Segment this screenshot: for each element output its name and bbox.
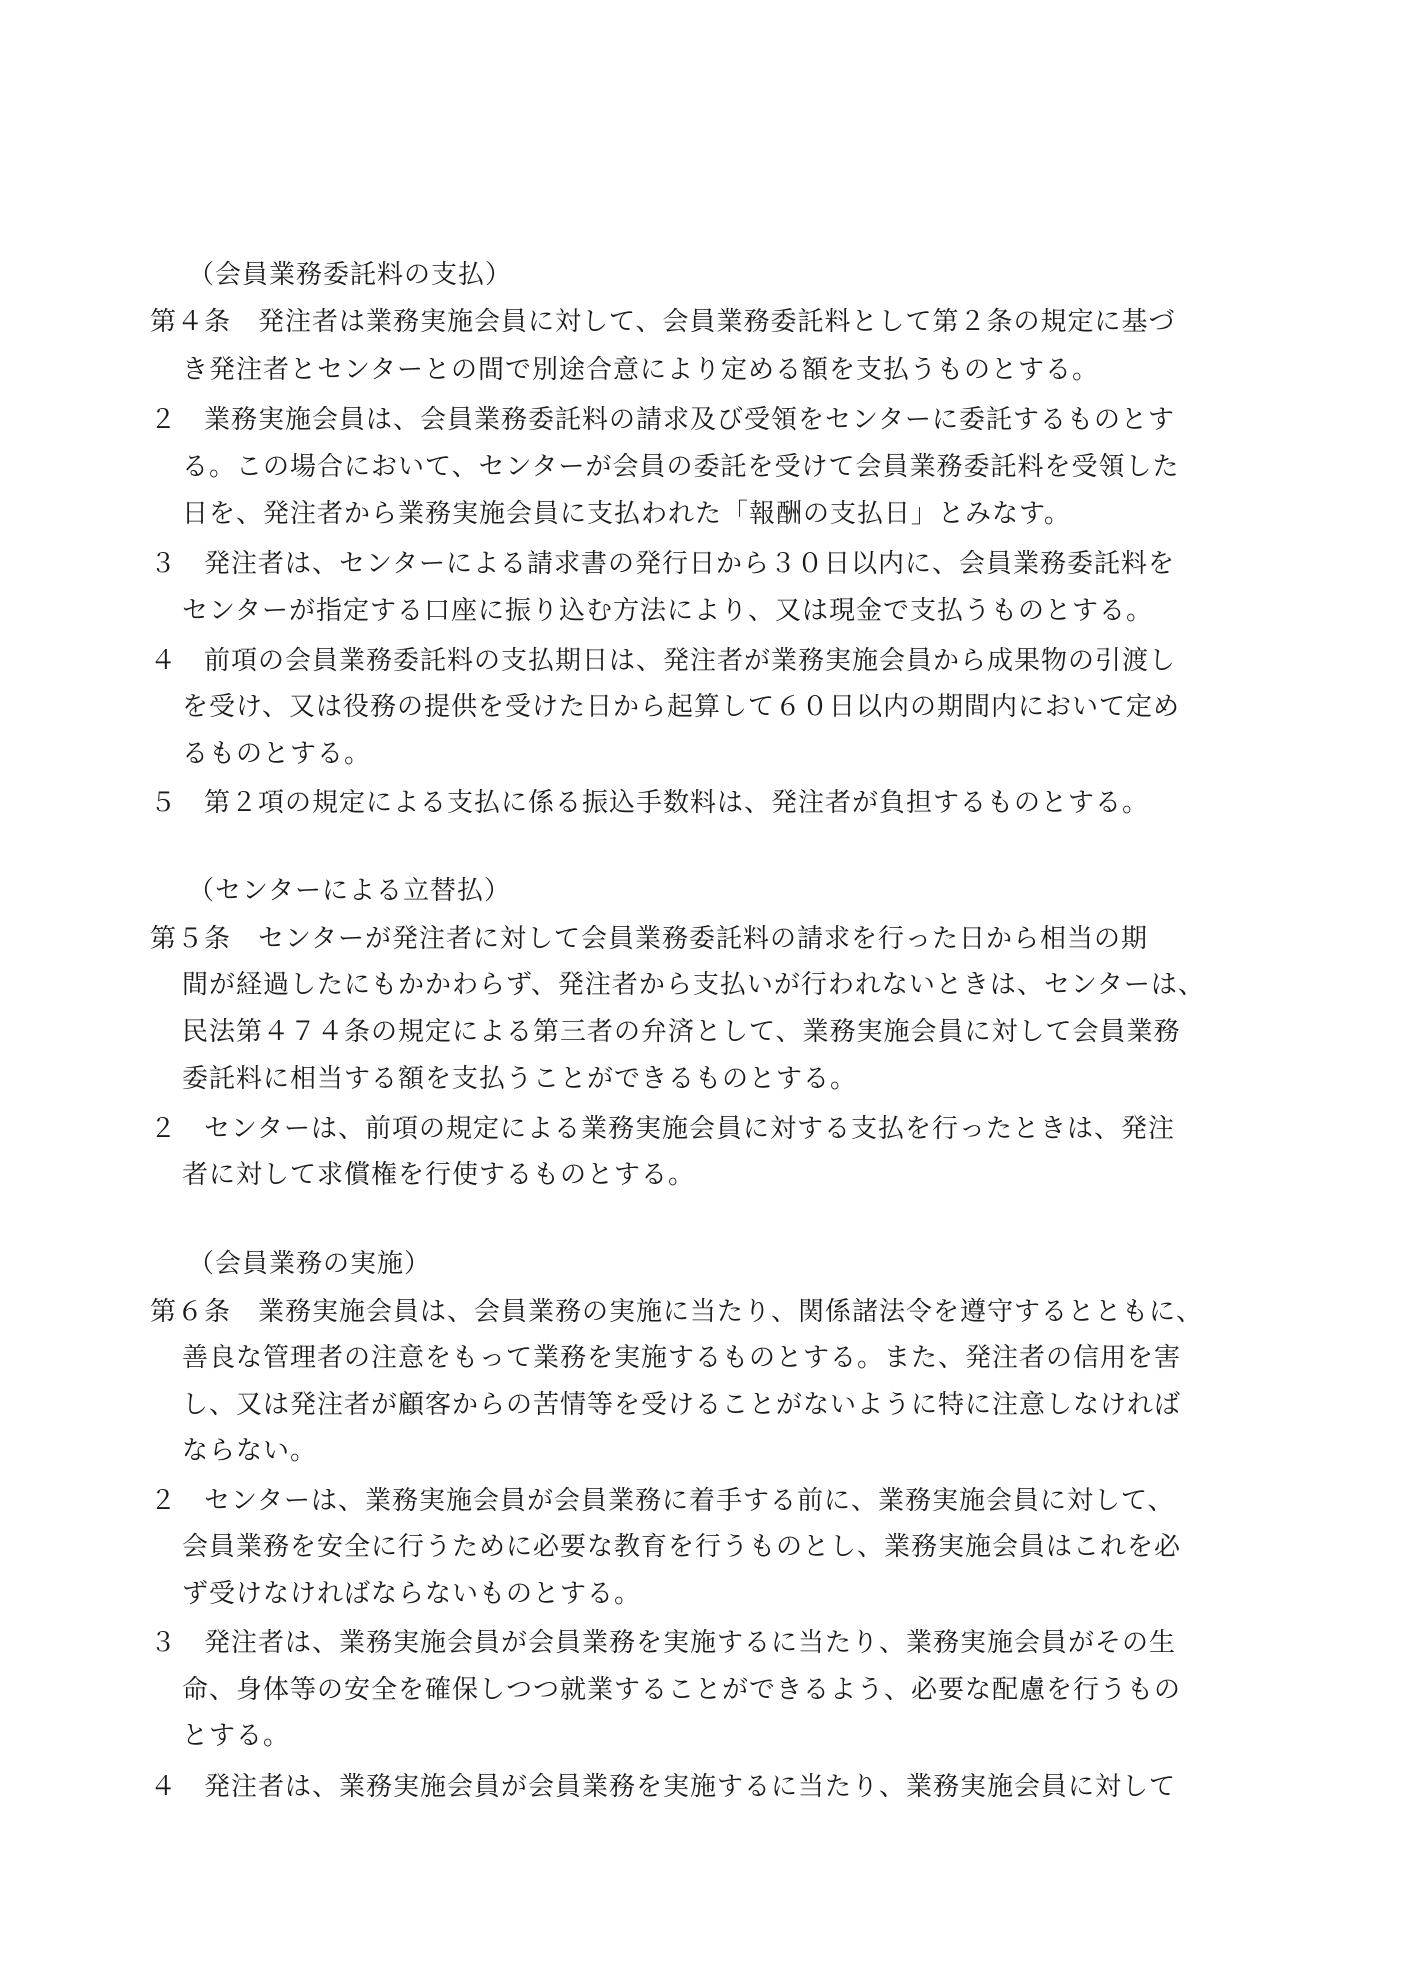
section-heading: （会員業務委託料の支払） [188,260,513,290]
clause-line: ２ センターは、業務実施会員が会員業務に着手する前に、業務実施会員に対して、 [150,1486,1175,1516]
clause-line: センターが指定する口座に振り込む方法により、又は現金で支払うものとする。 [182,596,1153,626]
clause-line: ２ 業務実施会員は、会員業務委託料の請求及び受領をセンターに委託するものとす [150,405,1175,435]
clause-line: ２ センターは、前項の規定による業務実施会員に対する支払を行ったときは、発注 [150,1114,1175,1144]
clause-line: る。この場合において、センターが会員の委託を受けて会員業務委託料を受領した [182,452,1180,482]
clause-line: 命、身体等の安全を確保しつつ就業することができるよう、必要な配慮を行うもの [182,1675,1182,1705]
clause-line: を受け、又は役務の提供を受けた日から起算して６０日以内の期間内において定め [182,692,1180,722]
article-6-line: し、又は発注者が顧客からの苦情等を受けることがないように特に注意しなければ [182,1390,1182,1420]
clause-line: ４ 発注者は、業務実施会員が会員業務を実施するに当たり、業務実施会員に対して [150,1772,1177,1802]
section-heading: （センターによる立替払） [188,876,511,906]
clause-line: 日を、発注者から業務実施会員に支払われた「報酬の支払日」とみなす。 [182,499,1071,529]
clause-line: 会員業務を安全に行うために必要な教育を行うものとし、業務実施会員はこれを必 [182,1532,1182,1562]
article-4-line: 第４条 発注者は業務実施会員に対して、会員業務委託料として第２条の規定に基づ [150,307,1176,337]
section-heading: （会員業務の実施） [188,1249,432,1279]
clause-line: ３ 発注者は、業務実施会員が会員業務を実施するに当たり、業務実施会員がその生 [150,1628,1177,1658]
article-5-line: 委託料に相当する額を支払うことができるものとする。 [182,1064,858,1094]
clause-line: ず受けなければならないものとする。 [182,1579,642,1609]
clause-line: るものとする。 [182,739,372,769]
article-5-line: 第５条 センターが発注者に対して会員業務委託料の請求を行った日から相当の期 [150,924,1148,954]
clause-line: ３ 発注者は、センターによる請求書の発行日から３０日以内に、会員業務委託料を [150,549,1175,579]
clause-line: 者に対して求償権を行使するものとする。 [182,1160,696,1190]
article-6-line: ならない。 [182,1436,318,1466]
article-5-line: 民法第４７４条の規定による第三者の弁済として、業務実施会員に対して会員業務 [182,1017,1181,1047]
article-4-line: き発注者とセンターとの間で別途合意により定める額を支払うものとする。 [182,355,1099,385]
clause-line: ５ 第２項の規定による支払に係る振込手数料は、発注者が負担するものとする。 [150,788,1150,818]
article-6-line: 第６条 業務実施会員は、会員業務の実施に当たり、関係諸法令を遵守するとともに、 [150,1297,1204,1327]
article-5-line: 間が経過したにもかかわらず、発注者から支払いが行われないときは、センターは、 [182,970,1205,1000]
clause-line: とする。 [182,1721,291,1751]
clause-line: ４ 前項の会員業務委託料の支払期日は、発注者が業務実施会員から成果物の引渡し [150,646,1177,676]
article-6-line: 善良な管理者の注意をもって業務を実施するものとする。また、発注者の信用を害 [182,1343,1182,1373]
